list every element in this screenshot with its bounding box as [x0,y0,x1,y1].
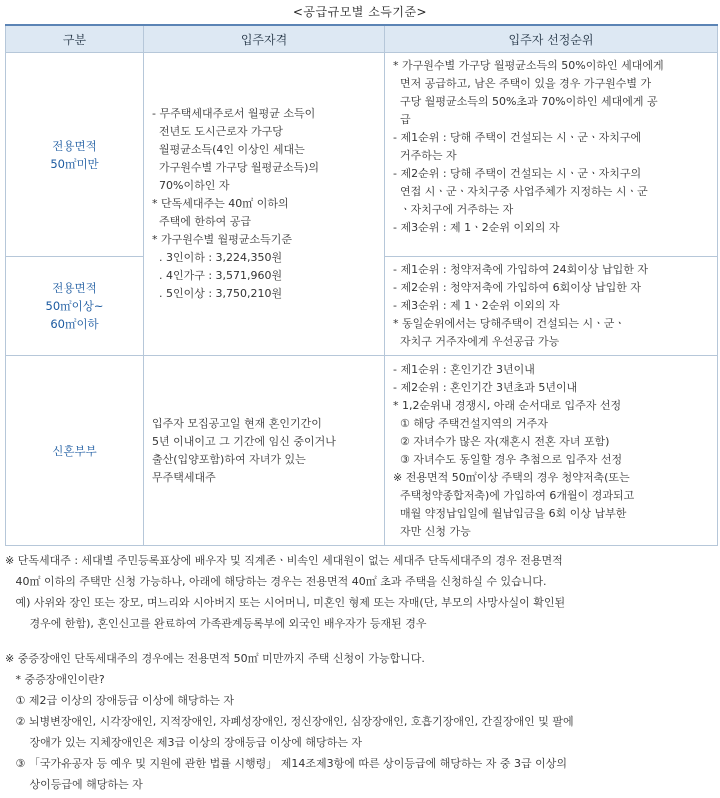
note-line: 장애가 있는 지체장애인은 제3급 이상의 장애등급 이상에 해당하는 자 [5,736,362,749]
text-line: - 제2순위 : 혼인기간 3년초과 5년이내 [393,380,578,394]
text-line: * 단독세대주는 40㎡ 이하의 [152,197,289,210]
table-row [6,53,718,257]
text-line: 가구원수별 가구당 월평균소득)의 [152,161,320,174]
note-line: 40㎡ 이하의 주택만 신청 가능하나, 아래에 해당하는 경우는 전용면적 40㎡ 초과 주택을 신청하실 수 있습니다. [5,575,547,588]
note-line: ※ 단독세대주 : 세대별 주민등록표상에 배우자 및 직계존ㆍ비속인 세대원이 없는 세대주 단독세대주의 경우 전용면적 [5,554,563,567]
spacer [5,634,717,648]
category-cell [6,257,144,356]
table-row [6,356,718,546]
text-line: - 제2순위 : 당해 주택이 건설되는 시ㆍ군ㆍ자치구의 [393,167,642,180]
text-line: . 3인이하 : 3,224,350원 [152,251,283,264]
text-line: - 제1순위 : 당해 주택이 건설되는 시ㆍ군ㆍ자치구에 [393,131,642,144]
category-label: 전용면적 [52,138,97,153]
text-line: * 가구원수별 월평균소득기준 [152,233,293,246]
note-line: 예) 사위와 장인 또는 장모, 며느리와 시아버지 또는 시어머니, 미혼인 형제 또는 자매(단, 부모의 사망사실이 확인된 [5,596,566,609]
text-line: ① 해당 주택건설지역의 거주자 [393,416,548,430]
text-line: - 무주택세대주로서 월평균 소득이 [152,107,316,120]
text-line: ㆍ자치구에 거주하는 자 [393,203,514,216]
text-line: 면저 공급하고, 남은 주택이 있을 경우 가구원수별 가 [393,77,652,90]
text-line: 5년 이내이고 그 기간에 임신 중이거나 [152,434,336,448]
note-line: ① 제2급 이상의 장애등급 이상에 해당하는 자 [5,694,234,707]
text-line: 월평균소득(4인 이상인 세대는 [152,143,305,156]
category-cell [6,53,144,257]
text-line: * 1,2순위내 경쟁시, 아래 순서대로 입주자 선정 [393,398,622,412]
category-cell [6,356,144,546]
note-line: ※ 중증장애인 단독세대주의 경우에는 전용면적 50㎡ 미만까지 주택 신청이 가능합니다. [5,652,425,665]
text-line: 연접 시ㆍ군ㆍ자치구중 사업주체가 지정하는 시ㆍ군 [393,185,648,198]
text-line: 자만 신청 가능 [393,524,471,538]
notes-section [5,550,717,795]
text-line: 거주하는 자 [393,149,457,162]
text-line: 70%이하인 자 [152,179,230,192]
text-line: 무주택세대주 [152,470,216,484]
text-line: 매월 약정납입일에 월납입금을 6회 이상 납부한 [393,506,627,520]
text-line: ③ 자녀수도 동일할 경우 추첨으로 입주자 선정 [393,452,623,466]
text-line: - 제3순위 : 제 1ㆍ2순위 이외의 자 [393,299,560,312]
header-category: 구분 [6,25,144,53]
text-line: ※ 전용면적 50㎡이상 주택의 경우 청약저축(또는 [393,470,630,484]
note-line: ② 뇌병변장애인, 시각장애인, 지적장애인, 자폐성장애인, 정신장애인, 심장장애인, 호흡기장애인, 간질장애인 및 팔에 [5,715,574,728]
text-line: - 제1순위 : 혼인기간 3년이내 [393,362,535,376]
category-label: 50㎡이상~ [45,299,104,313]
header-qualification: 입주자격 [144,25,385,53]
note-line: ③ 「국가유공자 등 예우 및 지원에 관한 법률 시행령」 제14조제3항에 따른 상이등급에 해당하는 자 중 3급 이상의 [5,757,567,770]
text-line: 구당 월평균소득의 50%초과 70%이하인 세대에게 공 [393,95,658,108]
header-selection-order: 입주자 선정순위 [385,25,718,53]
text-line: 주택청약종합저축)에 가입하여 6개월이 경과되고 [393,488,635,502]
text-line: 전년도 도시근로자 가구당 [152,125,283,138]
text-line: * 동일순위에서는 당해주택이 건설되는 시ㆍ군ㆍ [393,317,626,330]
note-line: * 중증장애인이란? [5,673,105,686]
text-line: ② 자녀수가 많은 자(재혼시 전혼 자녀 포함) [393,434,610,448]
category-label: 신혼부부 [52,443,97,458]
text-line: 주택에 한하여 공급 [152,215,251,228]
page-title: <공급규모별 소득기준> [292,5,428,19]
order-cell [385,257,718,356]
income-criteria-table [5,24,718,546]
text-line: 입주자 모집공고일 현재 혼인기간이 [152,416,322,430]
text-line: - 제2순위 : 청약저축에 가입하여 6회이상 납입한 자 [393,281,642,294]
qualification-cell [144,356,385,546]
text-line: - 제1순위 : 청약저축에 가입하여 24회이상 납입한 자 [393,263,649,276]
category-label: 50㎡미만 [50,156,99,171]
order-cell [385,53,718,257]
text-line: 출산(입양포함)하여 자녀가 있는 [152,452,306,466]
note-line: 경우에 한함), 혼인신고를 완료하여 가족관계등록부에 외국인 배우자가 등재된 경우 [5,617,427,630]
text-line: . 5인이상 : 3,750,210원 [152,287,283,300]
qualification-cell [144,53,385,356]
text-line: 급 [393,113,411,126]
text-line: . 4인가구 : 3,571,960원 [152,269,283,282]
order-cell [385,356,718,546]
text-line: 자치구 거주자에게 우선공급 가능 [393,335,560,348]
category-label: 60㎡이하 [50,317,99,331]
text-line: - 제3순위 : 제 1ㆍ2순위 이외의 자 [393,221,560,234]
text-line: * 가구원수별 가구당 월평균소득의 50%이하인 세대에게 [393,59,664,72]
note-line: 상이등급에 해당하는 자 [5,778,143,791]
category-label: 전용면적 [52,281,97,295]
